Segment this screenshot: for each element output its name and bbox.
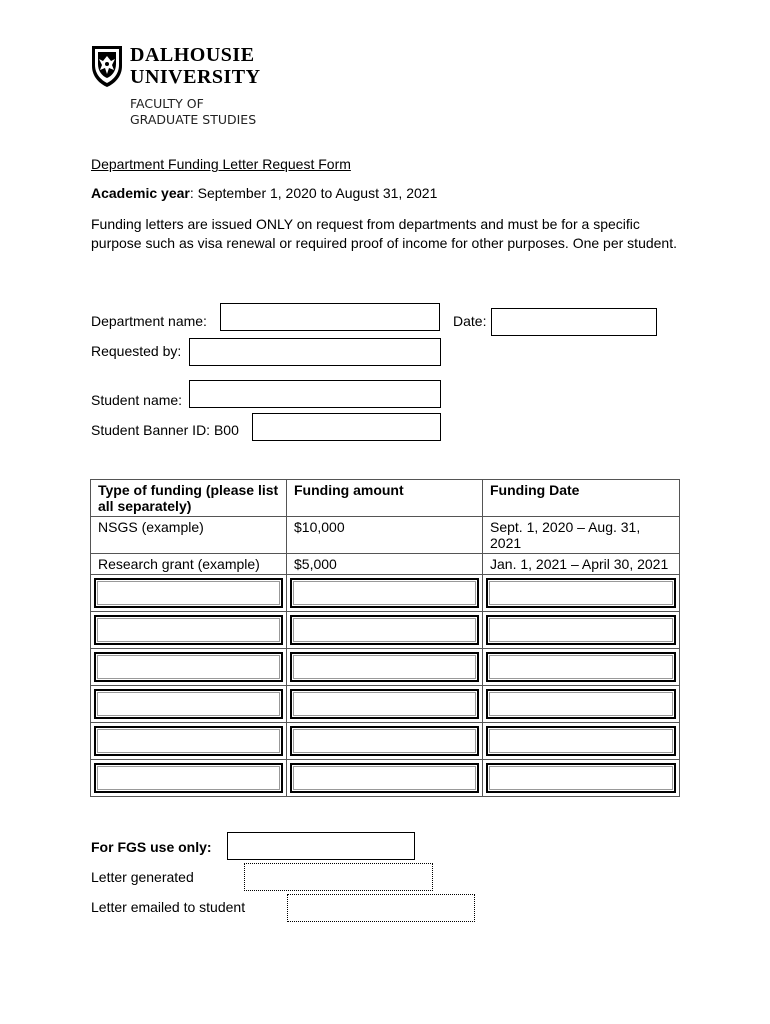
date-field[interactable] [491,308,657,336]
academic-year-label: Academic year [91,185,190,201]
dalhousie-crest-icon [90,44,124,88]
faculty-name-line1: FACULTY OF [130,96,204,111]
letter-generated-label: Letter generated [91,869,194,885]
funding-type-field[interactable] [94,726,283,756]
funding-table [90,479,680,797]
funding-type-field[interactable] [94,689,283,719]
example-1-amount: $10,000 [287,517,483,554]
student-name-field[interactable] [189,380,441,408]
requested-by-label: Requested by: [91,343,182,359]
funding-date-field[interactable] [486,578,676,608]
example-2-amount: $5,000 [287,554,483,575]
table-row-entry-3 [91,649,680,686]
funding-amount-field[interactable] [290,763,479,793]
funding-type-field[interactable] [94,652,283,682]
funding-amount-field[interactable] [290,726,479,756]
header-type-of-funding: Type of funding (please list all separately) [91,480,287,517]
table-row-entry-5 [91,723,680,760]
letter-emailed-field[interactable] [287,894,475,922]
letter-generated-field[interactable] [244,863,433,891]
header-funding-date: Funding Date [483,480,680,517]
table-row-example-2 [91,554,680,575]
funding-type-field[interactable] [94,578,283,608]
letter-emailed-label: Letter emailed to student [91,899,246,915]
academic-year [91,184,437,203]
student-banner-id-label: Student Banner ID: B00 [91,422,239,438]
table-row-entry-6 [91,760,680,797]
funding-type-field[interactable] [94,763,283,793]
funding-amount-field[interactable] [290,652,479,682]
funding-amount-field[interactable] [290,615,479,645]
table-row-entry-1 [91,575,680,612]
department-name-label: Department name: [91,313,207,329]
student-name-label: Student name: [91,392,183,408]
funding-date-field[interactable] [486,726,676,756]
funding-date-field[interactable] [486,689,676,719]
example-1-date: Sept. 1, 2020 – Aug. 31, 2021 [483,517,680,554]
student-banner-id-field[interactable] [252,413,441,441]
fgs-use-only-title: For FGS use only: [91,839,212,855]
university-name-line1: DALHOUSIE [130,44,255,66]
table-row-entry-2 [91,612,680,649]
requested-by-field[interactable] [189,338,441,366]
university-name-line2: UNIVERSITY [130,66,261,88]
funding-date-field[interactable] [486,652,676,682]
header-funding-amount: Funding amount [287,480,483,517]
funding-amount-field[interactable] [290,689,479,719]
funding-date-field[interactable] [486,615,676,645]
academic-year-value: : September 1, 2020 to August 31, 2021 [189,185,438,201]
fgs-use-only-field[interactable] [227,832,415,860]
date-label: Date: [453,313,487,329]
table-row-entry-4 [91,686,680,723]
example-2-date: Jan. 1, 2021 – April 30, 2021 [483,554,680,575]
example-2-type: Research grant (example) [91,554,287,575]
funding-amount-field[interactable] [290,578,479,608]
funding-date-field[interactable] [486,763,676,793]
form-title: Department Funding Letter Request Form [91,156,351,172]
department-name-field[interactable] [220,303,440,331]
faculty-name-line2: GRADUATE STUDIES [130,112,257,127]
example-1-type: NSGS (example) [91,517,287,554]
funding-table-header-row [91,480,680,517]
form-description: Funding letters are issued ONLY on request from departments and must be for a specific purpose such as visa renewal or required proof of income for other purposes. One per student. [91,216,677,251]
funding-type-field[interactable] [94,615,283,645]
table-row-example-1 [91,517,680,554]
university-logo [90,44,270,134]
